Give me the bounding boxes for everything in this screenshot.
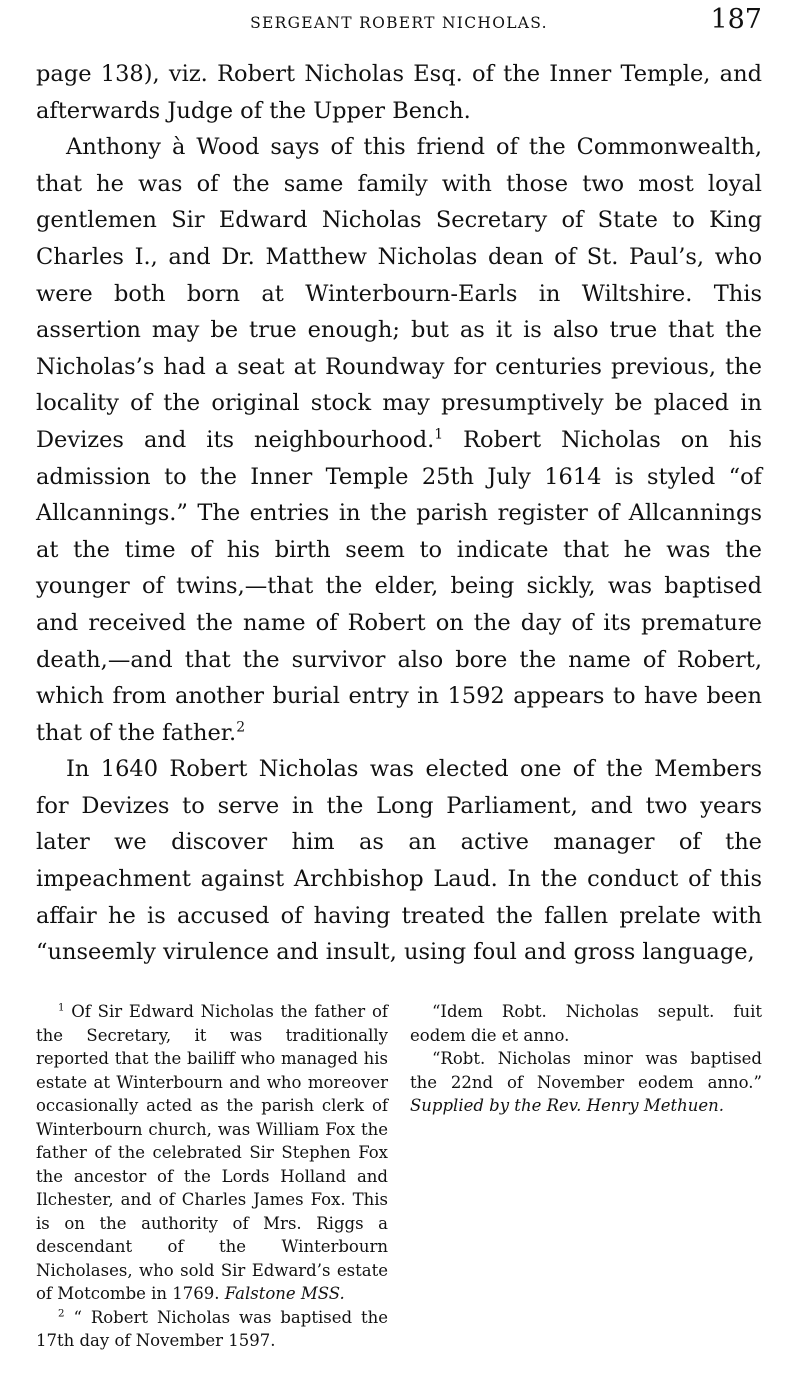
paragraph-2-part-1: Anthony à Wood says of this friend of the Commonwealth, that he was of the same family with those two most loyal gentlemen Sir Edward Nicholas Secretary of State to King Charles I., and Dr. Matthew Nicholas dean of St. Paul’s, who were both born at Winterbourn-Earls in Wiltshire. This assertion may be true enough; but as it is also true that the Nicholas’s had a seat at Roundway for centuries previous, the locality of the original stock may presumptively be placed in Devizes and its neighbourhood. xyxy=(36,134,762,453)
footnote-1-mark: 1 xyxy=(58,1002,65,1014)
page-number: 187 xyxy=(710,4,762,35)
paragraph-3: In 1640 Robert Nicholas was elected one of the Members for Devizes to serve in the Long Parliament, and two years later we discover him as an active manager of the impeachment against Archbishop Laud. In the conduct of this affair he is accused of having treated the fallen prelate with “unseemly virulence and insult, using foul and gross language, xyxy=(36,756,762,966)
paragraph-1: page 138), viz. Robert Nicholas Esq. of the Inner Temple, and afterwards Judge of the Upper Bench. xyxy=(36,61,762,124)
main-text xyxy=(36,56,762,971)
footnote-2-burial: “Idem Robt. Nicholas sepult. fuit eodem die et anno. xyxy=(410,1002,762,1045)
paragraph-2 xyxy=(36,129,762,751)
footnote-ref-2: 2 xyxy=(236,719,246,736)
footnote-2-minor-text: “Robt. Nicholas minor was baptised the 22nd of November eodem anno.” xyxy=(410,1049,762,1092)
paragraph-2-part-2: Robert Nicholas on his admission to the Inner Temple 25th July 1614 is styled “of Allcannings.” The entries in the parish register of Allcannings at the time of his birth seem to indicate that he was the younger of twins,—that the elder, being sickly, was baptised and received the name of Robert on the day of its premature death,—and that the survivor also bore the name of Robert, which from another burial entry in 1592 appears to have been that of the father. xyxy=(36,426,762,746)
footnote-1-source: Falstone MSS. xyxy=(224,1284,345,1303)
footnote-2-source: Supplied by the Rev. Henry Methuen. xyxy=(410,1096,725,1115)
footnote-2 xyxy=(36,1306,388,1353)
footnote-2-minor xyxy=(410,1047,762,1118)
page-header xyxy=(36,4,762,40)
footnote-1 xyxy=(36,1000,388,1306)
running-title: SERGEANT ROBERT NICHOLAS. xyxy=(250,14,548,32)
footnote-1-text: Of Sir Edward Nicholas the father of the Secretary, it was traditionally reported that the bailiff who managed his estate at Winterbourn and who moreover occasionally acted as the parish clerk of Winterbourn church, was William Fox the father of the celebrated Sir Stephen Fox the ancestor of the Lords Holland and Ilchester, and of Charles James Fox. This is on the authority of Mrs. Riggs a descendant of the Winterbourn Nicholases, who sold Sir Edward’s estate of Motcombe in 1769. xyxy=(36,1002,388,1303)
footnote-2-text: “ Robert Nicholas was baptised the 17th day of November 1597. xyxy=(36,1307,388,1350)
footnote-ref-1: 1 xyxy=(434,426,444,443)
footnotes xyxy=(36,1000,762,1360)
footnote-2-mark: 2 xyxy=(58,1308,65,1319)
